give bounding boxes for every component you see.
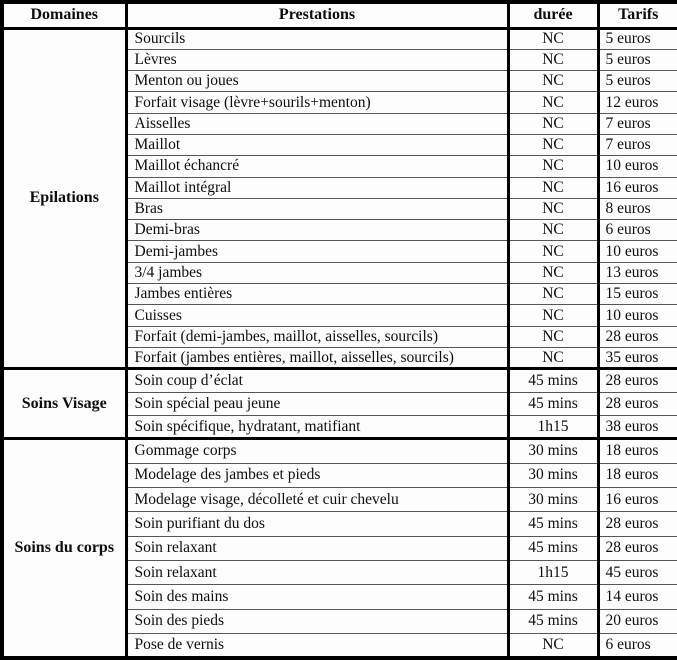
duree-cell: NC — [508, 241, 598, 262]
tarif-cell: 13 euros — [598, 262, 677, 283]
table-row — [2, 369, 677, 392]
duree-cell: NC — [508, 633, 598, 658]
tarif-cell: 18 euros — [598, 439, 677, 463]
duree-cell: 1h15 — [508, 415, 598, 438]
prestation-cell: Forfait (demi-jambes, maillot, aisselles, sourcils) — [126, 326, 508, 347]
duree-cell: NC — [508, 113, 598, 134]
prestation-cell: Modelage des jambes et pieds — [126, 463, 508, 487]
prestation-cell: Soin relaxant — [126, 536, 508, 560]
prestation-cell: Gommage corps — [126, 439, 508, 463]
tarif-cell: 18 euros — [598, 463, 677, 487]
prestation-cell: Forfait (jambes entières, maillot, aisselles, sourcils) — [126, 347, 508, 368]
duree-cell: 45 mins — [508, 609, 598, 633]
header-row — [2, 2, 677, 28]
tarif-cell: 7 euros — [598, 134, 677, 155]
duree-cell: 45 mins — [508, 536, 598, 560]
table-row — [2, 439, 677, 463]
prestation-cell: Menton ou joues — [126, 71, 508, 92]
tarif-cell: 5 euros — [598, 49, 677, 70]
duree-cell: 45 mins — [508, 512, 598, 536]
duree-cell: 1h15 — [508, 560, 598, 584]
tarif-cell: 35 euros — [598, 347, 677, 368]
duree-cell: NC — [508, 177, 598, 198]
tarif-cell: 5 euros — [598, 28, 677, 49]
duree-cell: NC — [508, 134, 598, 155]
prestation-cell: Soin des pieds — [126, 609, 508, 633]
prestation-cell: Soin des mains — [126, 585, 508, 609]
prestation-cell: Sourcils — [126, 28, 508, 49]
duree-cell: 45 mins — [508, 369, 598, 392]
tarif-cell: 28 euros — [598, 392, 677, 415]
prestation-cell: Forfait visage (lèvre+sourils+menton) — [126, 92, 508, 113]
prestation-cell: Lèvres — [126, 49, 508, 70]
duree-cell: 30 mins — [508, 439, 598, 463]
prestation-cell: Modelage visage, décolleté et cuir chevelu — [126, 487, 508, 511]
column-header-prestations: Prestations — [126, 2, 508, 28]
tarif-cell: 38 euros — [598, 415, 677, 438]
prestation-cell: Soin purifiant du dos — [126, 512, 508, 536]
tarif-cell: 28 euros — [598, 536, 677, 560]
prestation-cell: Maillot échancré — [126, 156, 508, 177]
duree-cell: 45 mins — [508, 392, 598, 415]
tarif-cell: 20 euros — [598, 609, 677, 633]
prestation-cell: Pose de vernis — [126, 633, 508, 658]
duree-cell: NC — [508, 156, 598, 177]
prestation-cell: Soin coup d’éclat — [126, 369, 508, 392]
duree-cell: NC — [508, 49, 598, 70]
tarif-cell: 28 euros — [598, 326, 677, 347]
tarif-cell: 15 euros — [598, 284, 677, 305]
duree-cell: NC — [508, 92, 598, 113]
prestation-cell: Demi-jambes — [126, 241, 508, 262]
tarif-cell: 10 euros — [598, 241, 677, 262]
domain-cell: Epilations — [29, 189, 99, 207]
prestation-cell: Cuisses — [126, 305, 508, 326]
prestation-cell: Maillot intégral — [126, 177, 508, 198]
tarif-cell: 12 euros — [598, 92, 677, 113]
column-header-tarifs: Tarifs — [598, 2, 677, 28]
column-header-duree: durée — [508, 2, 598, 28]
domain-cell: Soins Visage — [2, 369, 126, 439]
column-header-domaines: Domaines — [2, 2, 126, 28]
duree-cell: 45 mins — [508, 585, 598, 609]
prestation-cell: Aisselles — [126, 113, 508, 134]
tarif-cell: 8 euros — [598, 198, 677, 219]
duree-cell: NC — [508, 305, 598, 326]
table-row — [2, 28, 677, 49]
duree-cell: 30 mins — [508, 463, 598, 487]
duree-cell: 30 mins — [508, 487, 598, 511]
domain-cell: Soins du corps — [2, 439, 126, 658]
tarif-cell: 6 euros — [598, 220, 677, 241]
prestation-cell: Soin spécial peau jeune — [126, 392, 508, 415]
tarif-cell: 6 euros — [598, 633, 677, 658]
tarif-cell: 16 euros — [598, 487, 677, 511]
tarif-cell: 14 euros — [598, 585, 677, 609]
tarif-cell: 10 euros — [598, 305, 677, 326]
duree-cell: NC — [508, 220, 598, 241]
prestation-cell: 3/4 jambes — [126, 262, 508, 283]
tarif-cell: 16 euros — [598, 177, 677, 198]
duree-cell: NC — [508, 28, 598, 49]
tarif-cell: 28 euros — [598, 512, 677, 536]
duree-cell: NC — [508, 326, 598, 347]
tarif-cell: 10 euros — [598, 156, 677, 177]
prestation-cell: Demi-bras — [126, 220, 508, 241]
prestation-cell: Soin relaxant — [126, 560, 508, 584]
duree-cell: NC — [508, 262, 598, 283]
prestation-cell: Soin spécifique, hydratant, matifiant — [126, 415, 508, 438]
prestation-cell: Jambes entières — [126, 284, 508, 305]
tarif-cell: 5 euros — [598, 71, 677, 92]
duree-cell: NC — [508, 71, 598, 92]
duree-cell: NC — [508, 347, 598, 368]
tarif-cell: 7 euros — [598, 113, 677, 134]
table-header — [2, 2, 677, 28]
prestation-cell: Bras — [126, 198, 508, 219]
tarif-cell: 45 euros — [598, 560, 677, 584]
price-table-body — [2, 28, 677, 658]
duree-cell: NC — [508, 284, 598, 305]
duree-cell: NC — [508, 198, 598, 219]
tarif-cell: 28 euros — [598, 369, 677, 392]
prestation-cell: Maillot — [126, 134, 508, 155]
